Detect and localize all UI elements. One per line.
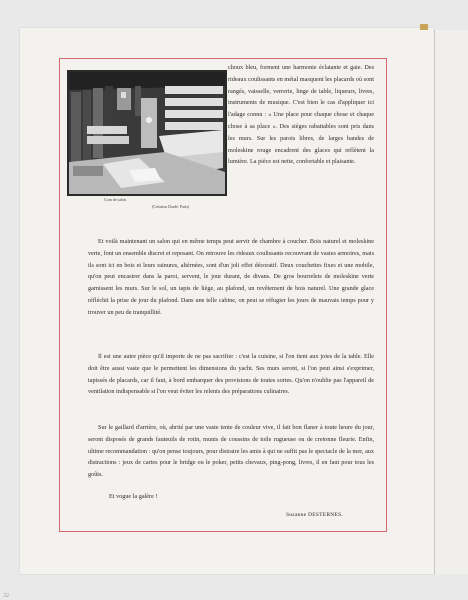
binding-mark xyxy=(420,24,428,30)
body-paragraph-2: Il est une autre pièce qu'il importe de ne pas sacrifier : c'est la cuisine, si l'on tient aux joies de la table. Elle doit être aussi vaste que le permettent les dimensions du yacht. Ses murs seront, si l'on peut ainsi s'exprimer, tapissés de placards, car il faut, à bord embarquer des provisions de toutes sortes. Qu'on n'oublie pas l'appareil de ventilation indispensable si l'on veut éviter les relents des préparations culinaires. xyxy=(88,353,374,396)
salon-photograph xyxy=(67,70,227,196)
author-signature: Suzanne DESTERNES. xyxy=(286,512,344,518)
adjacent-page-edge xyxy=(434,30,468,574)
photo-caption-title: Coin de salon. xyxy=(104,197,127,202)
photo-caption-credit: (Création Dardé, Paris) xyxy=(152,204,190,209)
page-number: 32 xyxy=(3,593,9,599)
closing-line: Et vogue la galère ! xyxy=(109,493,158,500)
salon-photo-illustration xyxy=(69,72,225,194)
body-paragraph-3: Sur le gaillard d'arrière, où, abrité par une vaste tente de couleur vive, il fait bon flaner à toute heure du jour, seront disposés de grands fauteuils de rotin, munis de coussins de toile rugueuse ou de cretonne fleurie. Enfin, ultime recommandation : qu'on pense toujours, pour distraire les amis à qui ne suffit pas le spectacle de la mer, aux distractions : jeux de cartes pour le bridge ou le poker, petits chevaux, ping-pong, livres, il en faut pour tous les goûts. xyxy=(88,424,374,479)
body-paragraph-1: Et voilà maintenant un salon qui en même temps peut servir de chambre à coucher. Bois naturel et moleskine verte, font un ensemble discret et reposant. On retrouve les rideaux coulissants recouvrant de vastes armoires, mais ils sont ici en bois et leurs rainures, altérnées, sont d'un joli effet décoratif. Deux couchettes fixes et une mobile, qu'on peut encastrer dans la paroi, servent, le jour durant, de divans. De gros bourrelets de moleskine verte garnissent les murs. Sur le sol, un tapis de liège, au plafond, un revêtement de bois naturel. Une grande glace réfléchit la prise de jour du plafond. Dans une telle cabine, on peut se réfugier les jours de mauvais temps pour y trouver un peu de tranquillité. xyxy=(88,238,374,316)
right-column-text: choux bleu, forment une harmonie éclatante et gaie. Des rideaux coulissants en métal masquent les placards où sont rangés, vaisselle, verrerie, linge de table, liqueurs, livres, instruments de musique. C'est bien le cas d'appliquer ici l'adage connu : « Une place pour chaque chose et chaque chose à sa place ». Des sièges rabattables sont pris dans les murs. Sur les parois libres, de larges bandes de moleskine rouge encadrent des glaces qui reflètent la lumière. La pièce est nette, confortable et plaisante. xyxy=(228,64,374,166)
